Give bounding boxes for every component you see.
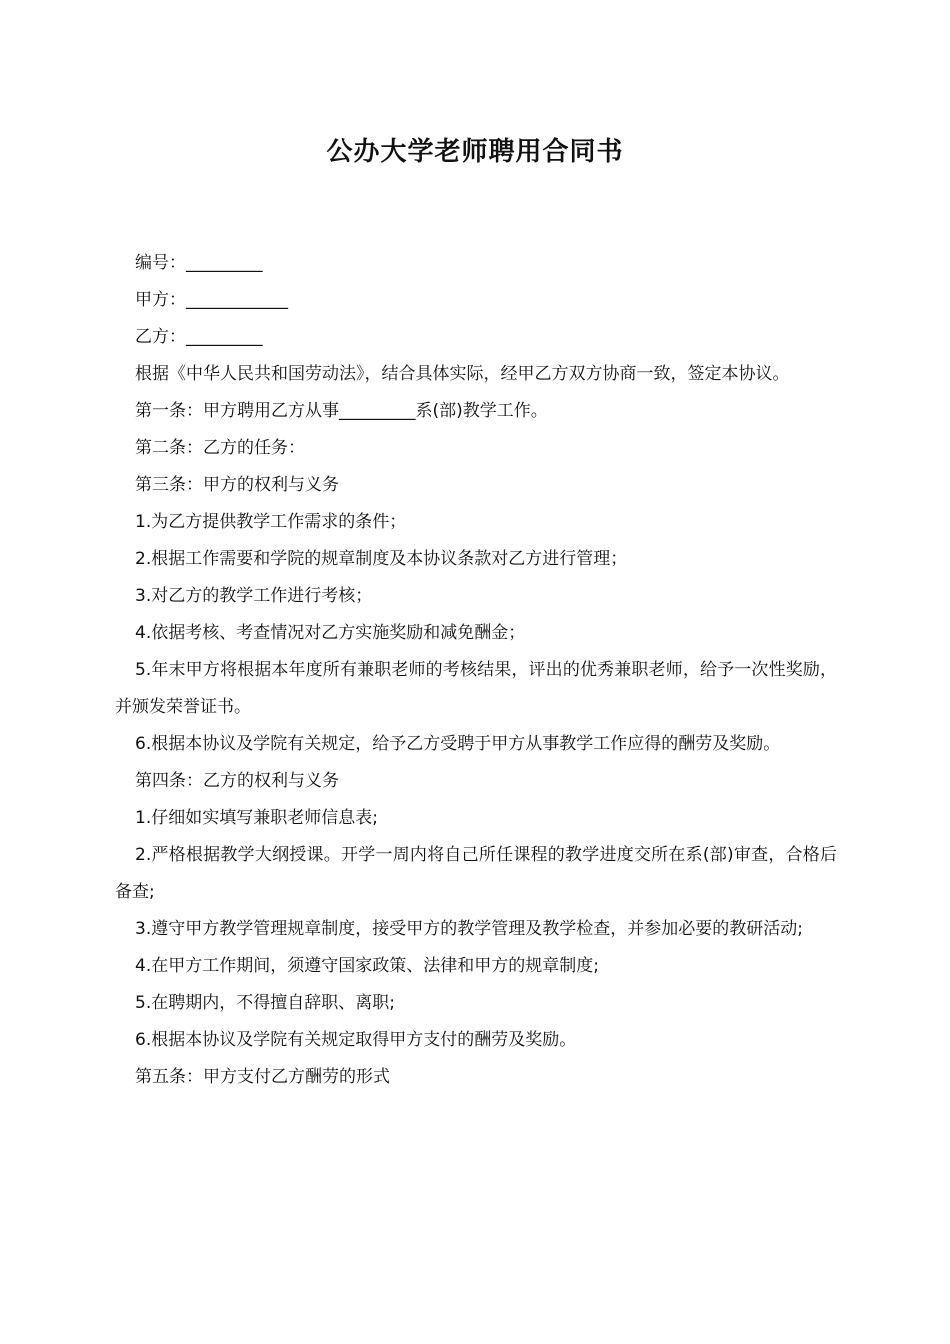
preamble-paragraph: 根据《中华人民共和国劳动法》，结合具体实际，经甲乙方双方协商一致，签定本协议。	[135, 364, 790, 384]
article-3-item: 6.根据本协议及学院有关规定，给予乙方受聘于甲方从事教学工作应得的酬劳及奖励。	[135, 734, 781, 754]
article-1: 第一条：甲方聘用乙方从事_________系(部)教学工作。	[135, 401, 548, 421]
article-3-item: 1.为乙方提供教学工作需求的条件；	[135, 512, 407, 532]
document-body	[115, 245, 837, 1096]
article-3-item: 5.年末甲方将根据本年度所有兼职老师的考核结果，评出的优秀兼职老师，给予一次性奖励，并颁发荣誉证书。	[115, 660, 837, 717]
field-contract-number: 编号：_________	[135, 253, 263, 273]
article-3-item: 4.依据考核、考查情况对乙方实施奖励和减免酬金；	[135, 623, 526, 643]
article-4-item: 1.仔细如实填写兼职老师信息表;	[135, 808, 378, 828]
article-4-item: 3.遵守甲方教学管理规章制度，接受甲方的教学管理及教学检查，并参加必要的教研活动;	[135, 919, 803, 939]
article-5-heading: 第五条：甲方支付乙方酬劳的形式	[135, 1067, 390, 1087]
article-3-item: 3.对乙方的教学工作进行考核；	[135, 586, 373, 606]
field-party-b: 乙方：_________	[135, 327, 263, 347]
article-4-item: 2.严格根据教学大纲授课。开学一周内将自己所任课程的教学进度交所在系(部)审查，合格后备查;	[115, 845, 837, 902]
article-4-item: 4.在甲方工作期间，须遵守国家政策、法律和甲方的规章制度;	[135, 956, 599, 976]
article-2: 第二条：乙方的任务：	[135, 438, 305, 458]
article-4-item: 5.在聘期内，不得擅自辞职、离职;	[135, 993, 395, 1013]
field-party-a: 甲方：____________	[135, 290, 288, 310]
article-3-item: 2.根据工作需要和学院的规章制度及本协议条款对乙方进行管理；	[135, 549, 628, 569]
document-title: 公办大学老师聘用合同书	[326, 137, 624, 167]
article-4-heading: 第四条：乙方的权利与义务	[135, 771, 339, 791]
article-3-heading: 第三条：甲方的权利与义务	[135, 475, 339, 495]
article-4-item: 6.根据本协议及学院有关规定取得甲方支付的酬劳及奖励。	[135, 1030, 577, 1050]
